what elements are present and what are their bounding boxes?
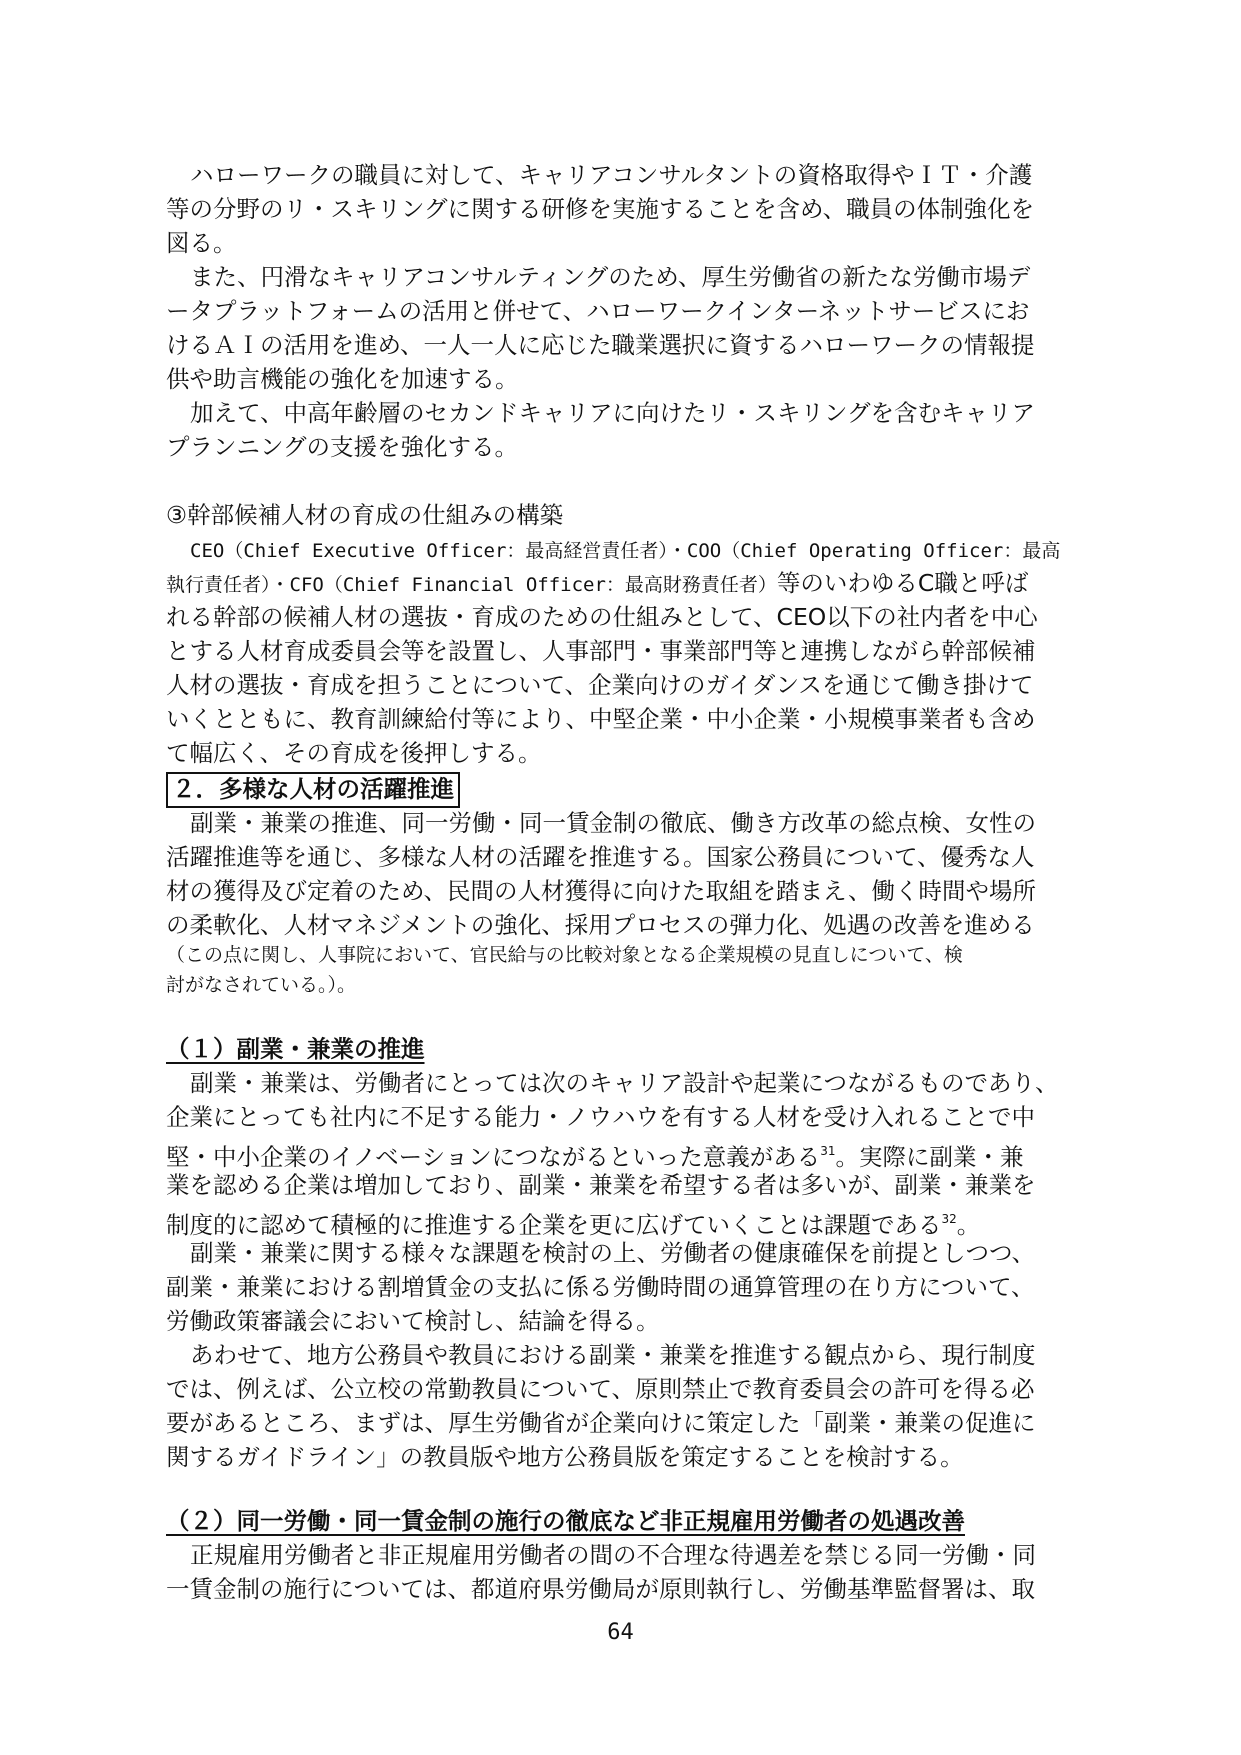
- paragraph-line: 等の分野のリ・スキリングに関する研修を実施することを含め、職員の体制強化を: [166, 195, 1035, 223]
- paragraph-line: 図る。: [166, 229, 237, 257]
- paragraph-line: [166, 532, 1120, 568]
- paragraph-text: 等のいわゆるC職と呼ば: [776, 569, 1029, 597]
- note-line: （この点に関し、人事院において、官民給与の比較対象となる企業規模の見直しについて、検: [166, 944, 963, 966]
- paragraph-line: 要があるところ、まずは、厚生労働省が企業向けに策定した「副業・兼業の促進に: [166, 1409, 1036, 1437]
- subsection-heading-text: （１）副業・兼業の推進: [166, 1035, 425, 1063]
- note-line: 討がなされている。）。: [166, 974, 357, 996]
- paragraph-line: 副業・兼業の推進、同一労働・同一賃金制の徹底、働き方改革の総点検、女性の: [190, 809, 1036, 837]
- paragraph-line: 副業・兼業に関する様々な課題を検討の上、労働者の健康確保を前提としつつ、: [190, 1239, 1036, 1267]
- paragraph-line: て幅広く、その育成を後押しする。: [166, 739, 542, 767]
- paragraph-line: けるＡＩの活用を進め、一人一人に応じた職業選択に資するハローワークの情報提: [166, 331, 1035, 359]
- paragraph-line: あわせて、地方公務員や教員における副業・兼業を推進する観点から、現行制度: [190, 1341, 1036, 1369]
- paragraph-line: ハローワークの職員に対して、キャリアコンサルタントの資格取得やＩＴ・介護: [190, 161, 1033, 189]
- paragraph-line: 一賃金制の施行については、都道府県労働局が原則執行し、労働基準監督署は、取: [166, 1575, 1036, 1603]
- paragraph-text: 堅・中小企業のイノベーションにつながるといった意義がある: [166, 1143, 821, 1171]
- paragraph-line: とする人材育成委員会等を設置し、人事部門・事業部門等と連携しながら幹部候補: [166, 637, 1036, 665]
- paragraph-line: 活躍推進等を通じ、多様な人材の活躍を推進する。国家公務員について、優秀な人: [166, 843, 1035, 871]
- paragraph-line: いくとともに、教育訓練給付等により、中堅企業・中小企業・小規模事業者も含め: [166, 705, 1036, 733]
- subsection-heading: [166, 1032, 1096, 1066]
- subsection-heading-text: （２）同一労働・同一賃金制の施行の徹底など非正規雇用労働者の処遇改善: [166, 1507, 965, 1535]
- paragraph-line: 正規雇用労働者と非正規雇用労働者の間の不合理な待遇差を禁じる同一労働・同: [190, 1541, 1036, 1569]
- acronym-definitions: 執行責任者）・CFO（Chief Financial Officer：最高財務責任者）: [166, 574, 777, 596]
- paragraph-line: の柔軟化、人材マネジメントの強化、採用プロセスの弾力化、処遇の改善を進める: [166, 911, 1035, 939]
- page-number: 64: [607, 1620, 634, 1645]
- paragraph-line: ータプラットフォームの活用と併せて、ハローワークインターネットサービスにお: [166, 297, 1030, 325]
- paragraph-line: 企業にとっても社内に不足する能力・ノウハウを有する人材を受け入れることで中: [166, 1103, 1036, 1131]
- paragraph-line: 業を認める企業は増加しており、副業・兼業を希望する者は多いが、副業・兼業を: [166, 1171, 1036, 1199]
- paragraph-text: 。実際に副業・兼: [835, 1143, 1024, 1171]
- acronym-definitions: CEO（Chief Executive Officer：最高経営責任者）・COO（Chief Operating Officer：最高: [190, 540, 1061, 562]
- paragraph-line: 人材の選抜・育成を担うことについて、企業向けのガイダンスを通じて働き掛けて: [166, 671, 1034, 699]
- paragraph-line: 供や助言機能の強化を加速する。: [166, 365, 519, 393]
- paragraph-line: プランニングの支援を強化する。: [166, 433, 519, 461]
- paragraph-line: 関するガイドライン」の教員版や地方公務員版を策定することを検討する。: [166, 1443, 964, 1471]
- paragraph-line: [166, 566, 1096, 602]
- paragraph-line: では、例えば、公立校の常勤教員について、原則禁止で教育委員会の許可を得る必: [166, 1375, 1035, 1403]
- paragraph-line: れる幹部の候補人材の選抜・育成のための仕組みとして、CEO以下の社内者を中心: [166, 603, 1038, 631]
- paragraph-line: 労働政策審議会において検討し、結論を得る。: [166, 1307, 660, 1335]
- paragraph-line: 副業・兼業における割増賃金の支払に係る労働時間の通算管理の在り方について、: [166, 1273, 1035, 1301]
- paragraph-line: また、円滑なキャリアコンサルティングのため、厚生労働省の新たな労働市場デ: [190, 263, 1031, 291]
- paragraph-line: 材の獲得及び定着のため、民間の人材獲得に向けた取組を踏まえ、働く時間や場所: [166, 877, 1036, 905]
- footnote-ref: 31: [820, 1144, 836, 1158]
- paragraph-text: 。: [956, 1211, 981, 1239]
- subsection-heading: [166, 1504, 1096, 1538]
- paragraph-line: 副業・兼業は、労働者にとっては次のキャリア設計や起業につながるものであり、: [190, 1069, 1059, 1097]
- footnote-ref: 32: [941, 1212, 957, 1226]
- paragraph-line: 加えて、中高年齢層のセカンドキャリアに向けたリ・スキリングを含むキャリア: [190, 399, 1036, 427]
- paragraph-text: 制度的に認めて積極的に推進する企業を更に広げていくことは課題である: [166, 1211, 942, 1239]
- section-heading: ２．多様な人材の活躍推進: [166, 772, 460, 808]
- subsection-heading: ③幹部候補人材の育成の仕組みの構築: [166, 501, 564, 529]
